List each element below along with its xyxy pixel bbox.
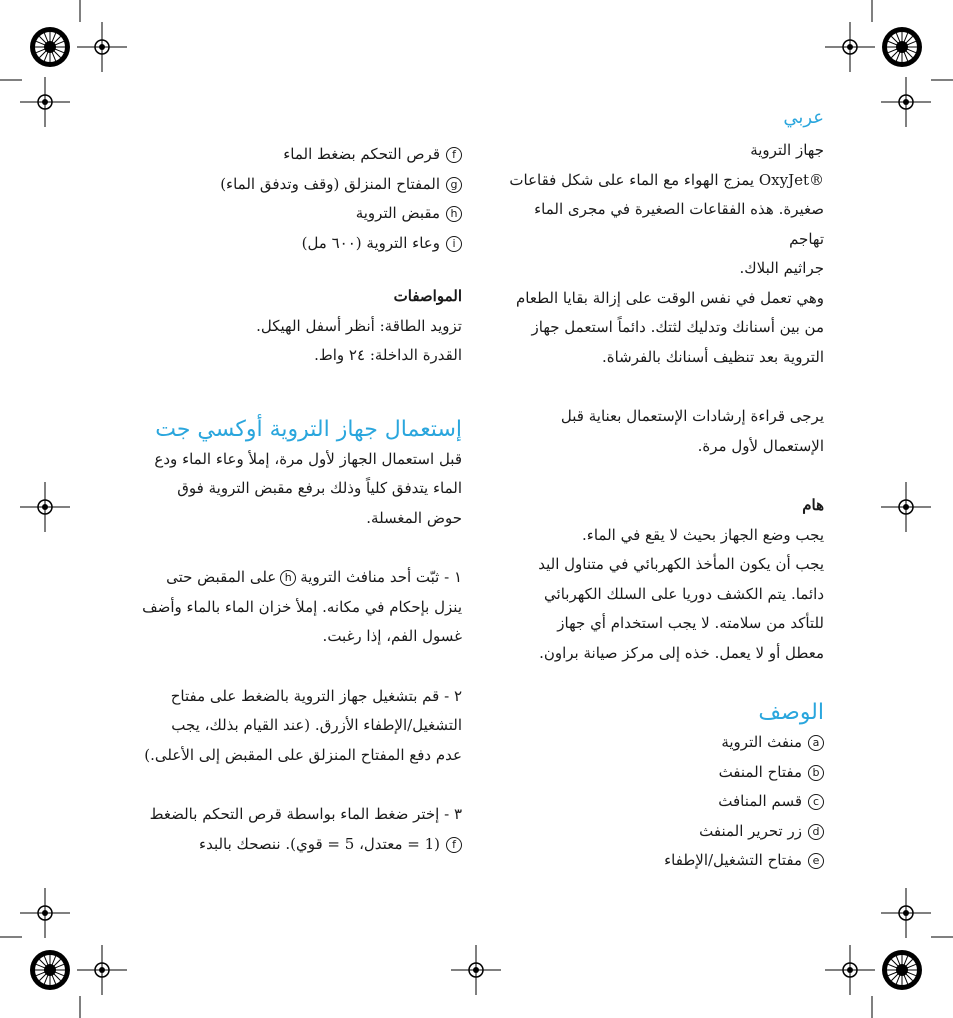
part-letter: g bbox=[446, 177, 462, 193]
intro-line: وهي تعمل في نفس الوقت على إزالة بقايا الطعام bbox=[515, 288, 824, 307]
usage-line: الماء يتدفق كلياً وذلك برفع مقبض التروية فوق bbox=[177, 479, 462, 497]
step-1 bbox=[140, 563, 462, 652]
step-3-line: ٣ - إختر ضغط الماء بواسطة قرص التحكم بالضغط bbox=[149, 805, 462, 823]
part-letter: f bbox=[446, 147, 462, 163]
crosshair-mark bbox=[825, 945, 875, 995]
crosshair-mark bbox=[20, 482, 70, 532]
step-3 bbox=[140, 800, 462, 859]
usage-line: حوض المغسلة. bbox=[366, 508, 462, 527]
specs-line: القدرة الداخلة: ٢٤ واط. bbox=[314, 346, 462, 364]
intro-line: جهاز التروية bbox=[750, 141, 824, 159]
specs-line: تزويد الطاقة: أنظر أسفل الهيكل. bbox=[256, 316, 462, 335]
step-2-line: عدم دفع المفتاح المنزلق على المقبض إلى الأعلى.) bbox=[144, 745, 462, 764]
part-label: قرص التحكم بضغط الماء bbox=[283, 145, 440, 163]
step-1-line: ينزل بإحكام في مكانه. إملأ خزان الماء بالماء وأضف bbox=[142, 597, 462, 616]
read-instructions-note bbox=[500, 402, 824, 461]
usage-heading: إستعمال جهاز التروية أوكسي جت bbox=[155, 416, 462, 442]
left-column bbox=[140, 140, 462, 859]
crosshair-mark bbox=[881, 77, 931, 127]
usage-intro bbox=[140, 445, 462, 534]
part-label: مفتاح المنفث bbox=[718, 762, 802, 781]
crosshair-mark bbox=[77, 22, 127, 72]
crosshair-mark bbox=[20, 77, 70, 127]
part-item bbox=[500, 817, 824, 847]
part-letter: c bbox=[808, 794, 824, 810]
part-label: وعاء التروية (٦٠٠ مل) bbox=[301, 233, 440, 252]
note-line: الإستعمال لأول مرة. bbox=[697, 436, 824, 455]
step-2-line: التشغيل/الإطفاء الأزرق. (عند القيام بذلك، يجب bbox=[171, 716, 462, 734]
crosshair-mark bbox=[77, 945, 127, 995]
part-label: زر تحرير المنفث bbox=[699, 821, 802, 840]
parts-list-continued bbox=[140, 140, 462, 258]
part-letter: h bbox=[446, 206, 462, 222]
step-3-letter: f bbox=[446, 837, 462, 853]
description-heading: الوصف bbox=[758, 700, 824, 725]
crosshair-mark bbox=[451, 945, 501, 995]
star-mark-bottom-left bbox=[30, 950, 70, 990]
note-line: يرجى قراءة إرشادات الإستعمال بعناية قبل bbox=[560, 407, 824, 425]
part-item bbox=[500, 787, 824, 817]
part-letter: i bbox=[446, 236, 462, 252]
important-line: يجب وضع الجهاز بحيث لا يقع في الماء. bbox=[582, 525, 824, 544]
important-line: معطل أو لا يعمل. خذه إلى مركز صيانة براون. bbox=[539, 643, 824, 662]
part-letter: d bbox=[808, 824, 824, 840]
specs-heading: المواصفات bbox=[393, 287, 462, 305]
part-item bbox=[140, 229, 462, 259]
part-label: مقبض التروية bbox=[355, 204, 440, 222]
right-column bbox=[500, 103, 824, 876]
step-2-line: ٢ - قم بتشغيل جهاز التروية بالضغط على مفتاح bbox=[170, 686, 462, 705]
intro-line: ®OxyJet يمزج الهواء مع الماء على شكل فقاعات bbox=[509, 170, 824, 189]
part-letter: a bbox=[808, 735, 824, 751]
intro-line: صغيرة. هذه الفقاعات الصغيرة في مجرى الماء تهاجم bbox=[534, 200, 824, 248]
intro-line: جراثيم البلاك. bbox=[739, 259, 824, 277]
part-item bbox=[140, 170, 462, 200]
part-item bbox=[500, 758, 824, 788]
step-2 bbox=[140, 682, 462, 771]
usage-line: قبل استعمال الجهاز لأول مرة، إملأ وعاء الماء ودع bbox=[154, 449, 462, 468]
step-1-line: غسول الفم، إذا رغبت. bbox=[322, 627, 462, 645]
important-heading: هام bbox=[802, 496, 824, 514]
step-1-letter: h bbox=[280, 570, 296, 586]
crosshair-mark bbox=[881, 482, 931, 532]
important-line: للتأكد من سلامته. لا يجب استخدام أي جهاز bbox=[557, 614, 824, 632]
intro-line: التروية بعد تنظيف أسنانك بالفرشاة. bbox=[601, 347, 824, 366]
crosshair-mark bbox=[825, 22, 875, 72]
parts-list bbox=[500, 728, 824, 876]
step-3-line: f(1 = معتدل، 5 = قوي). ننصحك بالبدء bbox=[140, 830, 462, 860]
step-1-line: ١ - ثبّت أحد منافث الترويةhعلى المقبض حتى bbox=[166, 568, 462, 586]
part-label: المفتاح المنزلق (وقف وتدفق الماء) bbox=[220, 174, 440, 193]
part-label: قسم المنافث bbox=[718, 792, 802, 810]
part-label: مفتاح التشغيل/الإطفاء bbox=[664, 851, 802, 869]
part-item bbox=[500, 846, 824, 876]
star-mark-bottom-right bbox=[882, 950, 922, 990]
crosshair-mark bbox=[20, 888, 70, 938]
part-letter: b bbox=[808, 765, 824, 781]
crosshair-mark bbox=[881, 888, 931, 938]
part-item bbox=[140, 199, 462, 229]
star-mark-top-left bbox=[30, 27, 70, 67]
important-line: دائما. يتم الكشف دوريا على السلك الكهربائي bbox=[544, 584, 824, 603]
intro-paragraph bbox=[500, 136, 824, 372]
part-item bbox=[500, 728, 824, 758]
part-item bbox=[140, 140, 462, 170]
intro-line: من بين أسنانك وتدليك لثتك. دائماً استعمل جهاز bbox=[531, 318, 824, 336]
part-label: منفث التروية bbox=[721, 733, 802, 751]
language-heading: عربي bbox=[783, 107, 824, 128]
important-paragraph bbox=[500, 521, 824, 669]
part-letter: e bbox=[808, 853, 824, 869]
star-mark-top-right bbox=[882, 27, 922, 67]
important-line: يجب أن يكون المأخذ الكهربائي في متناول اليد bbox=[538, 555, 824, 573]
